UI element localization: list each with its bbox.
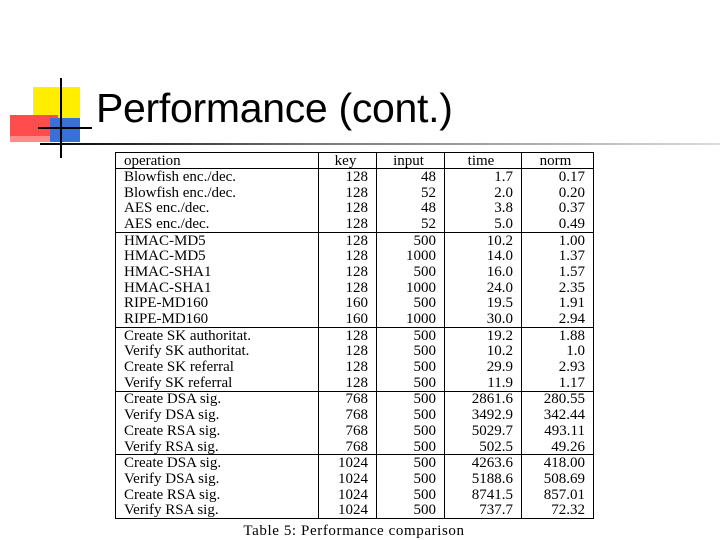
cell-operation: HMAC-MD5 xyxy=(116,232,319,248)
table-row xyxy=(116,455,594,471)
cell-key: 128 xyxy=(319,169,377,185)
cell-operation: AES enc./dec. xyxy=(124,216,210,232)
cell-key: 768 xyxy=(319,407,377,423)
table-row xyxy=(116,327,594,343)
table-caption: Table 5: Performance comparison xyxy=(243,523,465,539)
cell-key: 128 xyxy=(319,359,377,375)
cell-time: 29.9 xyxy=(445,359,522,375)
header-operation: operation xyxy=(116,153,319,169)
table-row xyxy=(116,487,594,503)
cell-norm: 1.00 xyxy=(522,232,594,248)
cell-operation: Verify SK authoritat. xyxy=(124,343,250,360)
table-row xyxy=(116,280,594,296)
decor-blue-square xyxy=(50,118,80,142)
cell-input: 48 xyxy=(377,200,445,216)
cell-norm: 342.44 xyxy=(522,407,594,423)
cell-time: 737.7 xyxy=(445,502,522,518)
cell-input: 1000 xyxy=(377,248,445,264)
performance-table xyxy=(115,152,594,519)
cell-operation: Verify DSA sig. xyxy=(124,407,220,423)
cell-key: 768 xyxy=(319,439,377,455)
cell-operation: AES enc./dec. xyxy=(124,200,210,217)
cell-time: 5188.6 xyxy=(445,471,522,487)
cell-time: 2.0 xyxy=(445,185,522,201)
cell-operation: Blowfish enc./dec. xyxy=(124,168,237,185)
cell-input: 500 xyxy=(377,391,445,407)
cell-input: 500 xyxy=(377,407,445,423)
cell-input: 500 xyxy=(377,264,445,280)
cell-norm: 493.11 xyxy=(522,423,594,439)
cell-input: 1000 xyxy=(377,311,445,327)
cell-input: 48 xyxy=(377,169,445,185)
cell-key: 128 xyxy=(319,375,377,391)
cell-input: 500 xyxy=(377,296,445,312)
cell-time: 24.0 xyxy=(445,280,522,296)
cell-input: 500 xyxy=(377,455,445,471)
cell-time: 1.7 xyxy=(445,169,522,185)
cell-operation: Verify RSA sig. xyxy=(124,502,219,519)
cell-input: 1000 xyxy=(377,280,445,296)
table-row xyxy=(116,264,594,280)
cell-key: 1024 xyxy=(319,502,377,518)
cell-operation: RIPE-MD160 xyxy=(124,295,209,312)
table-row xyxy=(116,216,594,232)
cell-operation: Create SK authoritat. xyxy=(116,327,319,343)
cell-key: 128 xyxy=(319,248,377,264)
cell-time: 8741.5 xyxy=(445,487,522,503)
cell-norm: 72.32 xyxy=(522,502,594,518)
table-row xyxy=(116,169,594,185)
cell-time: 19.5 xyxy=(445,296,522,312)
cell-key: 768 xyxy=(319,391,377,407)
cell-time: 5029.7 xyxy=(445,423,522,439)
cell-input: 500 xyxy=(377,232,445,248)
cell-key: 128 xyxy=(319,185,377,201)
cell-operation: HMAC-SHA1 xyxy=(124,279,212,296)
cell-time: 19.2 xyxy=(445,327,522,343)
cell-time: 3492.9 xyxy=(445,407,522,423)
cell-operation: Create RSA sig. xyxy=(124,423,221,439)
cell-key: 128 xyxy=(319,232,377,248)
cell-input: 52 xyxy=(377,216,445,232)
cell-input: 500 xyxy=(377,327,445,343)
cell-key: 128 xyxy=(319,327,377,343)
cell-norm: 1.91 xyxy=(522,296,594,312)
slide-title: Performance (cont.) xyxy=(96,85,453,131)
title-underline xyxy=(40,143,720,145)
table-row xyxy=(116,296,594,312)
cell-key: 1024 xyxy=(319,487,377,503)
cell-operation: Blowfish enc./dec. xyxy=(124,184,237,201)
cell-key: 128 xyxy=(319,264,377,280)
cell-key: 128 xyxy=(319,216,377,232)
cell-norm: 1.57 xyxy=(522,264,594,280)
cell-time: 10.2 xyxy=(445,344,522,360)
cell-key: 1024 xyxy=(319,471,377,487)
cell-time: 30.0 xyxy=(445,311,522,327)
cell-norm: 857.01 xyxy=(522,487,594,503)
cell-key: 160 xyxy=(319,311,377,327)
cell-time: 10.2 xyxy=(445,232,522,248)
cell-norm: 280.55 xyxy=(522,391,594,407)
cell-time: 5.0 xyxy=(445,216,522,232)
cell-time: 502.5 xyxy=(445,439,522,455)
cell-time: 4263.6 xyxy=(445,455,522,471)
cell-operation: Create DSA sig. xyxy=(116,455,319,471)
table-row xyxy=(116,375,594,391)
cell-norm: 1.17 xyxy=(522,375,594,391)
table-row xyxy=(116,423,594,439)
cell-norm: 1.37 xyxy=(522,248,594,264)
table-row xyxy=(116,407,594,423)
cell-key: 1024 xyxy=(319,455,377,471)
cell-time: 16.0 xyxy=(445,264,522,280)
cell-key: 160 xyxy=(319,296,377,312)
cell-operation: Create DSA sig. xyxy=(116,391,319,407)
table-row xyxy=(116,311,594,327)
cell-operation: Create SK referral xyxy=(124,359,234,375)
table-row xyxy=(116,359,594,375)
table-row xyxy=(116,232,594,248)
cell-key: 128 xyxy=(319,280,377,296)
cell-norm: 418.00 xyxy=(522,455,594,471)
cell-input: 500 xyxy=(377,439,445,455)
table-row xyxy=(116,391,594,407)
cell-input: 500 xyxy=(377,502,445,518)
cell-input: 500 xyxy=(377,487,445,503)
cell-operation: Create RSA sig. xyxy=(124,486,221,503)
cell-norm: 2.94 xyxy=(522,311,594,327)
cell-input: 500 xyxy=(377,344,445,360)
header-input: input xyxy=(377,153,445,169)
cell-key: 768 xyxy=(319,423,377,439)
cell-input: 500 xyxy=(377,471,445,487)
cell-input: 52 xyxy=(377,185,445,201)
cell-norm: 0.17 xyxy=(522,169,594,185)
cell-norm: 2.35 xyxy=(522,280,594,296)
cell-operation: RIPE-MD160 xyxy=(124,311,209,328)
cell-operation: HMAC-SHA1 xyxy=(124,264,212,280)
table-row xyxy=(116,344,594,360)
table-row xyxy=(116,439,594,455)
cell-operation: HMAC-MD5 xyxy=(124,248,206,265)
cell-norm: 508.69 xyxy=(522,471,594,487)
decor-horizontal-line xyxy=(38,127,92,129)
header-time: time xyxy=(445,153,522,169)
table-row xyxy=(116,200,594,216)
cell-norm: 1.88 xyxy=(522,327,594,343)
cell-operation: Verify SK referral xyxy=(124,374,233,391)
cell-key: 128 xyxy=(319,200,377,216)
table-row xyxy=(116,471,594,487)
cell-norm: 0.49 xyxy=(522,216,594,232)
table-row xyxy=(116,185,594,201)
table-row xyxy=(116,248,594,264)
cell-input: 500 xyxy=(377,423,445,439)
cell-input: 500 xyxy=(377,359,445,375)
cell-input: 500 xyxy=(377,375,445,391)
header-norm: norm xyxy=(522,153,594,169)
decor-vertical-line xyxy=(60,78,62,158)
cell-norm: 0.37 xyxy=(522,200,594,216)
cell-norm: 0.20 xyxy=(522,185,594,201)
table-header-row xyxy=(116,153,594,169)
cell-time: 3.8 xyxy=(445,200,522,216)
cell-time: 11.9 xyxy=(445,375,522,391)
cell-norm: 49.26 xyxy=(522,439,594,455)
table-row xyxy=(116,502,594,518)
cell-operation: Verify DSA sig. xyxy=(124,471,220,487)
cell-norm: 2.93 xyxy=(522,359,594,375)
cell-time: 14.0 xyxy=(445,248,522,264)
cell-norm: 1.0 xyxy=(522,344,594,360)
table-body xyxy=(116,169,594,519)
header-key: key xyxy=(319,153,377,169)
cell-time: 2861.6 xyxy=(445,391,522,407)
cell-operation: Verify RSA sig. xyxy=(124,438,219,455)
cell-key: 128 xyxy=(319,344,377,360)
